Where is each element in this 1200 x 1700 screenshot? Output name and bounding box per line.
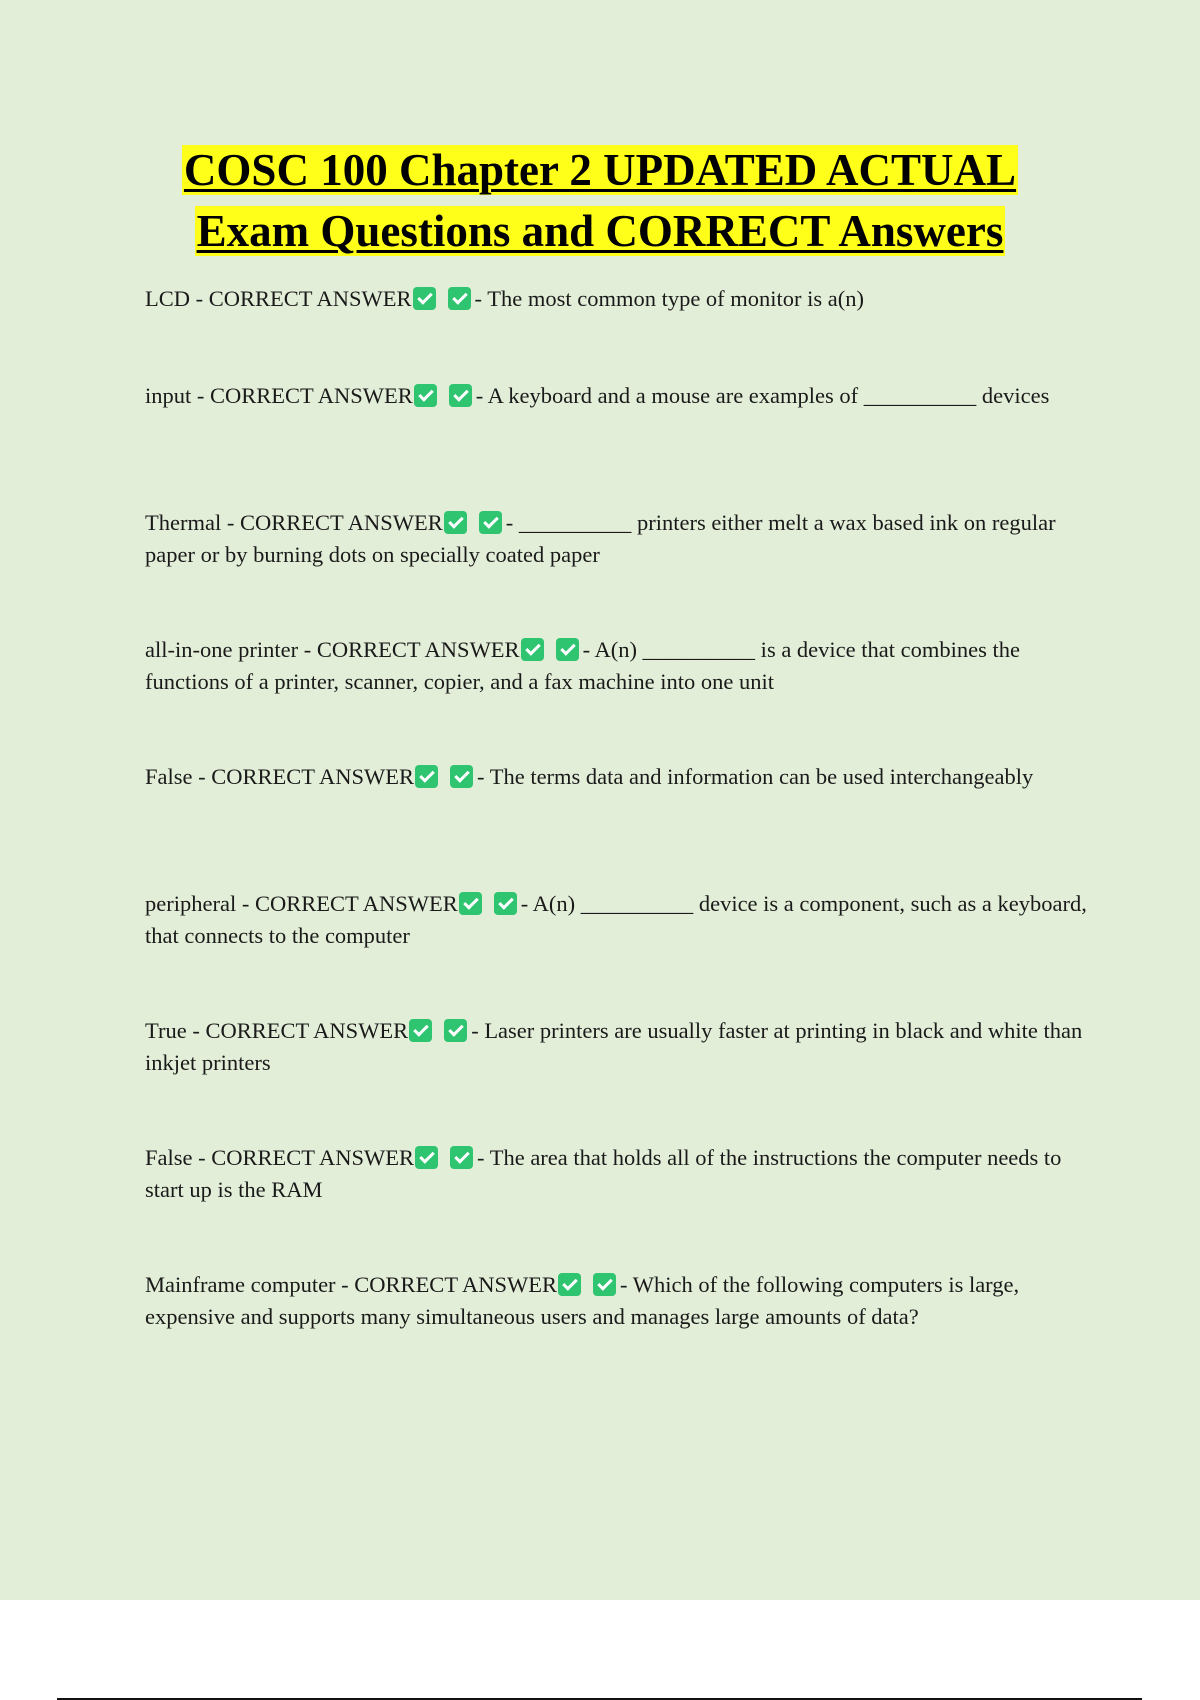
correct-answer-label: CORRECT ANSWER <box>211 1145 414 1170</box>
answer-text: peripheral <box>145 891 237 916</box>
qa-item: False - CORRECT ANSWER - The area that holds all of the instructions the computer needs to start up is the RAM <box>145 1145 1062 1202</box>
qa-item: all-in-one printer - CORRECT ANSWER - A(n) __________ is a device that combines the functions of a printer, scanner, copier, and a fax machine into one unit <box>145 637 1020 694</box>
check-mark-icon <box>444 1019 467 1042</box>
qa-item: LCD - CORRECT ANSWER - The most common type of monitor is a(n) <box>145 286 865 311</box>
check-mark-icon <box>558 1273 581 1296</box>
qa-item: input - CORRECT ANSWER - A keyboard and a mouse are examples of __________ devices <box>145 383 1050 408</box>
question-text: Which of the following computers is large, expensive and supports many simultaneous users and manages large amounts of data? <box>145 1272 1020 1329</box>
qa-item: True - CORRECT ANSWER - Laser printers are usually faster at printing in black and white than inkjet printers <box>145 1018 1083 1075</box>
qa-item: False - CORRECT ANSWER - The terms data and information can be used interchangeably <box>145 764 1034 789</box>
qa-item: Mainframe computer - CORRECT ANSWER - Which of the following computers is large, expensive and supports many simultaneous users and manages large amounts of data? <box>145 1272 1020 1329</box>
answer-text: False <box>145 1145 193 1170</box>
check-mark-icon <box>479 511 502 534</box>
document-title <box>0 140 1200 262</box>
correct-answer-label: CORRECT ANSWER <box>316 637 520 662</box>
answer-text: LCD <box>145 286 190 311</box>
check-mark-icon <box>444 511 467 534</box>
question-text: A(n) __________ is a device that combines the functions of a printer, scanner, copier, and a fax machine into one unit <box>145 637 1020 694</box>
check-mark-icon <box>414 384 437 407</box>
correct-answer-label: CORRECT ANSWER <box>211 764 414 789</box>
question-text: The terms data and information can be used interchangeably <box>489 764 1034 789</box>
check-mark-icon <box>494 892 517 915</box>
title-line-1: COSC 100 Chapter 2 UPDATED ACTUAL <box>183 145 1017 195</box>
title-line-2: Exam Questions and CORRECT Answers <box>196 206 1004 256</box>
question-text: __________ printers either melt a wax based ink on regular paper or by burning dots on specially coated paper <box>145 510 1056 567</box>
check-mark-icon <box>449 384 472 407</box>
check-mark-icon <box>415 1146 438 1169</box>
answer-text: Thermal <box>145 510 222 535</box>
check-mark-icon <box>556 638 579 661</box>
check-mark-icon <box>448 287 471 310</box>
check-mark-icon <box>450 1146 473 1169</box>
correct-answer-label: CORRECT ANSWER <box>254 891 458 916</box>
check-mark-icon <box>459 892 482 915</box>
correct-answer-label: CORRECT ANSWER <box>354 1272 558 1297</box>
correct-answer-label: CORRECT ANSWER <box>205 1018 409 1043</box>
qa-item: Thermal - CORRECT ANSWER - __________ printers either melt a wax based ink on regular paper or by burning dots on specially coated paper <box>145 510 1056 567</box>
correct-answer-label: CORRECT ANSWER <box>208 286 412 311</box>
question-text: The area that holds all of the instructions the computer needs to start up is the RAM <box>145 1145 1062 1202</box>
answer-text: all-in-one printer <box>145 637 299 662</box>
question-text: A(n) __________ device is a component, such as a keyboard, that connects to the computer <box>145 891 1087 948</box>
question-text: Laser printers are usually faster at printing in black and white than inkjet printers <box>145 1018 1083 1075</box>
qa-item: peripheral - CORRECT ANSWER - A(n) __________ device is a component, such as a keyboard, that connects to the computer <box>145 891 1087 948</box>
check-mark-icon <box>450 765 473 788</box>
correct-answer-label: CORRECT ANSWER <box>210 383 413 408</box>
question-text: The most common type of monitor is a(n) <box>487 286 865 311</box>
check-mark-icon <box>413 287 436 310</box>
answer-text: input <box>145 383 192 408</box>
question-text: A keyboard and a mouse are examples of __________ devices <box>487 383 1050 408</box>
check-mark-icon <box>521 638 544 661</box>
correct-answer-label: CORRECT ANSWER <box>239 510 443 535</box>
check-mark-icon <box>409 1019 432 1042</box>
check-mark-icon <box>415 765 438 788</box>
answer-text: True <box>145 1018 187 1043</box>
answer-text: False <box>145 764 193 789</box>
check-mark-icon <box>593 1273 616 1296</box>
answer-text: Mainframe computer <box>145 1272 336 1297</box>
